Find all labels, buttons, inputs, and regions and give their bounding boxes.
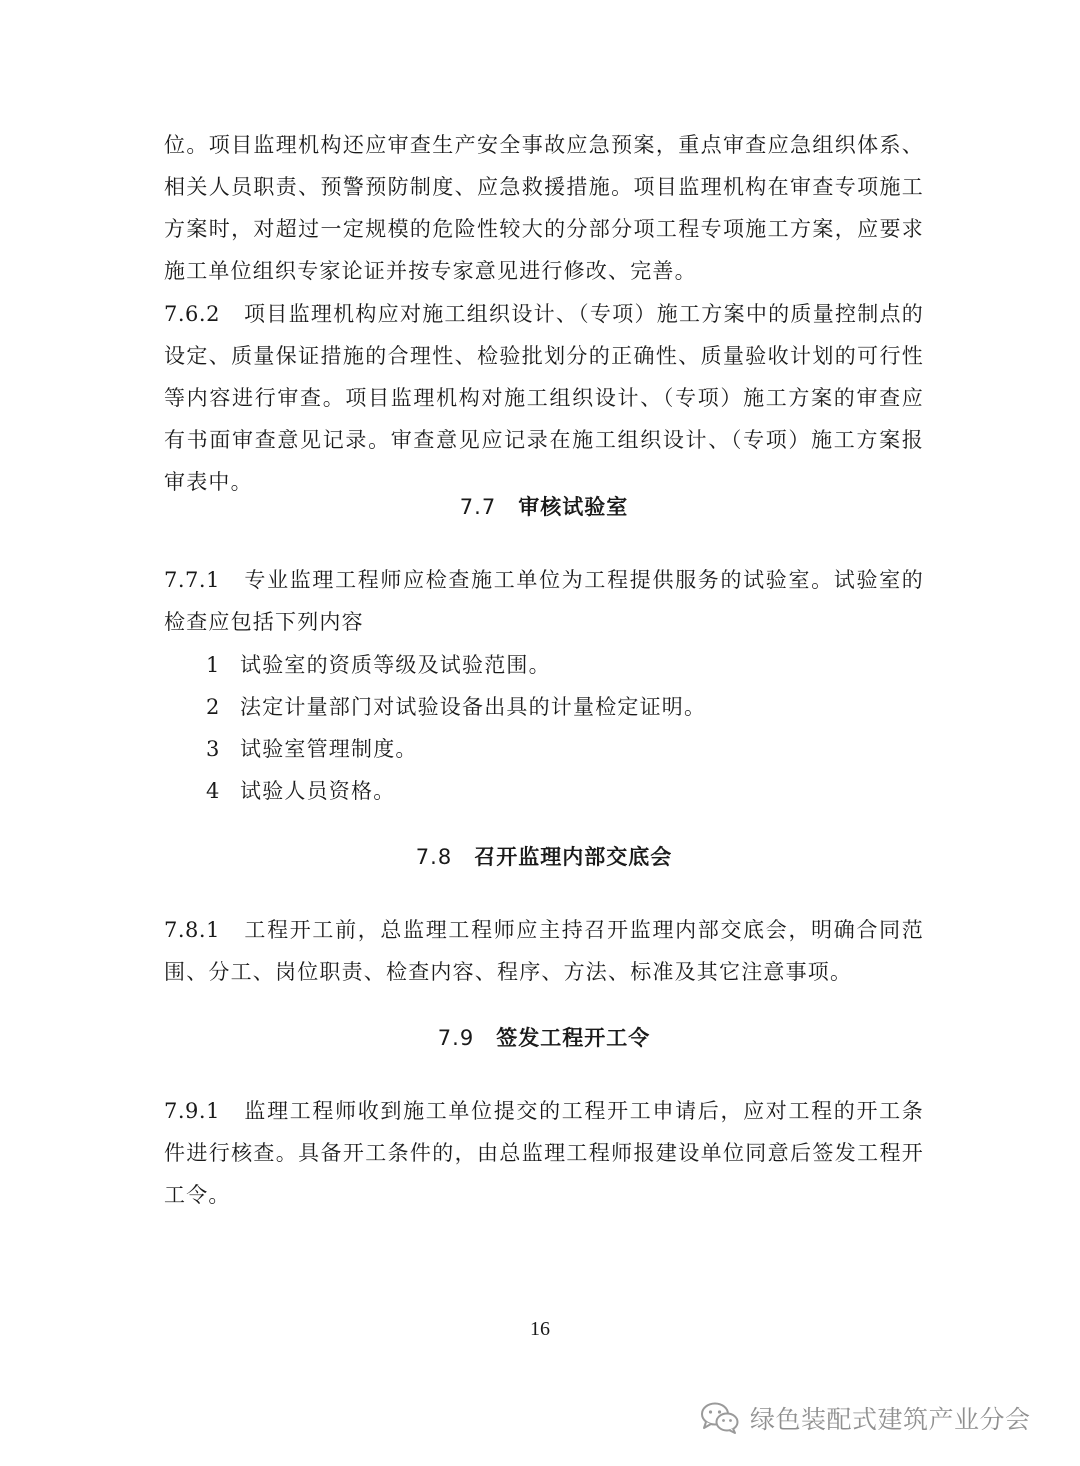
section-number: 7.9: [437, 1026, 475, 1050]
list-item: [206, 644, 551, 686]
list-item-text: 试验室的资质等级及试验范围。: [240, 653, 551, 677]
list-item: [206, 686, 706, 728]
clause-text: 项目监理机构应对施工组织设计、（专项）施工方案中的质量控制点的设定、质量保证措施的合理性、检验批划分的正确性、质量验收计划的可行性等内容进行审查。项目监理机构对施工组织设计、（专项）施工方案的审查应有书面审查意见记录。审查意见应记录在施工组织设计、（专项）施工方案报审表中。: [164, 302, 924, 494]
wechat-icon: [700, 1401, 740, 1435]
section-title: 审核试验室: [518, 495, 629, 519]
clause-text: 监理工程师收到施工单位提交的工程开工申请后，应对工程的开工条件进行核查。具备开工条件的，由总监理工程师报建设单位同意后签发工程开工令。: [164, 1099, 924, 1207]
page-number: 16: [530, 1318, 550, 1340]
section-heading-7-9: [164, 1017, 924, 1059]
list-item-text: 法定计量部门对试验设备出具的计量检定证明。: [240, 695, 707, 719]
watermark-text: 绿色装配式建筑产业分会: [750, 1405, 1031, 1434]
list-item: [206, 728, 418, 770]
section-title: 签发工程开工令: [496, 1026, 651, 1050]
section-heading-7-7: [164, 486, 924, 528]
list-item-number: 4: [206, 779, 221, 803]
list-item-number: 3: [206, 737, 221, 761]
intro-paragraph: 位。项目监理机构还应审查生产安全事故应急预案，重点审查应急组织体系、相关人员职责、预警预防制度、应急救援措施。项目监理机构在审查专项施工方案时，对超过一定规模的危险性较大的分部分项工程专项施工方案，应要求施工单位组织专家论证并按专家意见进行修改、完善。: [164, 133, 924, 283]
list-item-number: 1: [206, 653, 221, 677]
list-item-number: 2: [206, 695, 221, 719]
clause-number: 7.7.1: [164, 568, 220, 592]
clause-7-9-1: [164, 1090, 924, 1216]
section-heading-7-8: [164, 836, 924, 878]
section-number: 7.8: [415, 845, 453, 869]
watermark: [700, 1398, 1031, 1438]
list-item-text: 试验人员资格。: [240, 779, 396, 803]
list-item-text: 试验室管理制度。: [240, 737, 418, 761]
section-number: 7.7: [459, 495, 497, 519]
clause-text: 专业监理工程师应检查施工单位为工程提供服务的试验室。试验室的检查应包括下列内容: [164, 568, 924, 634]
clause-number: 7.6.2: [164, 302, 220, 326]
clause-number: 7.9.1: [164, 1099, 220, 1123]
clause-text: 工程开工前，总监理工程师应主持召开监理内部交底会，明确合同范围、分工、岗位职责、检查内容、程序、方法、标准及其它注意事项。: [164, 918, 924, 984]
clause-number: 7.8.1: [164, 918, 220, 942]
section-title: 召开监理内部交底会: [474, 845, 673, 869]
clause-7-6-2: [164, 293, 924, 503]
list-item: [206, 770, 395, 812]
clause-7-7-1: [164, 559, 924, 643]
clause-7-8-1: [164, 909, 924, 993]
